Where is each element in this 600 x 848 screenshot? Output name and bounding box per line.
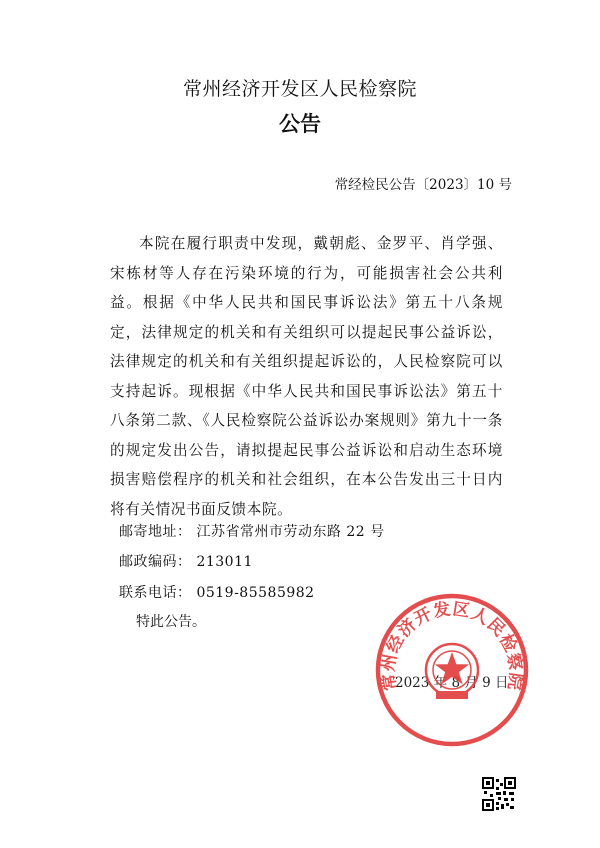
- official-seal: [372, 590, 532, 750]
- org-title: 常州经济开发区人民检察院: [182, 78, 417, 100]
- postcode-line: 邮政编码： 213011: [119, 554, 253, 570]
- closing-line: 特此公告。: [136, 614, 206, 630]
- address-line: 邮寄地址： 江苏省常州市劳动东路 22 号: [119, 524, 385, 540]
- doc-number: 常经检民公告〔2023〕10 号: [334, 177, 512, 193]
- qr-code-icon: [482, 777, 516, 811]
- body-paragraph: 本院在履行职责中发现，戴朝彪、金罗平、肖学强、宋栋材等人存在污染环境的行为，可能损害社会公共利益。根据《中华人民共和国民事诉讼法》第五十八条规定，法律规定的机关和有关组织可以提起民事公益诉讼，法律规定的机关和有关组织提起诉讼的，人民检察院可以支持起诉。现根据《中华人民共和国民事诉讼法》第五十八条第二款、《人民检察院公益诉讼办案规则》第九十一条的规定发出公告，请拟提起民事公益诉讼和启动生态环境损害赔偿程序的机关和社会组织，在本公告发出三十日内将有关情况书面反馈本院。: [110, 235, 503, 518]
- national-emblem-star-icon: [426, 644, 478, 699]
- phone-line: 联系电话： 0519-85585982: [119, 585, 315, 601]
- date-text: 2023 年 8 月 9 日: [395, 675, 509, 691]
- doc-title: 公告: [279, 112, 321, 136]
- seal-text: 常州经济开发区人民检察院: [378, 599, 526, 693]
